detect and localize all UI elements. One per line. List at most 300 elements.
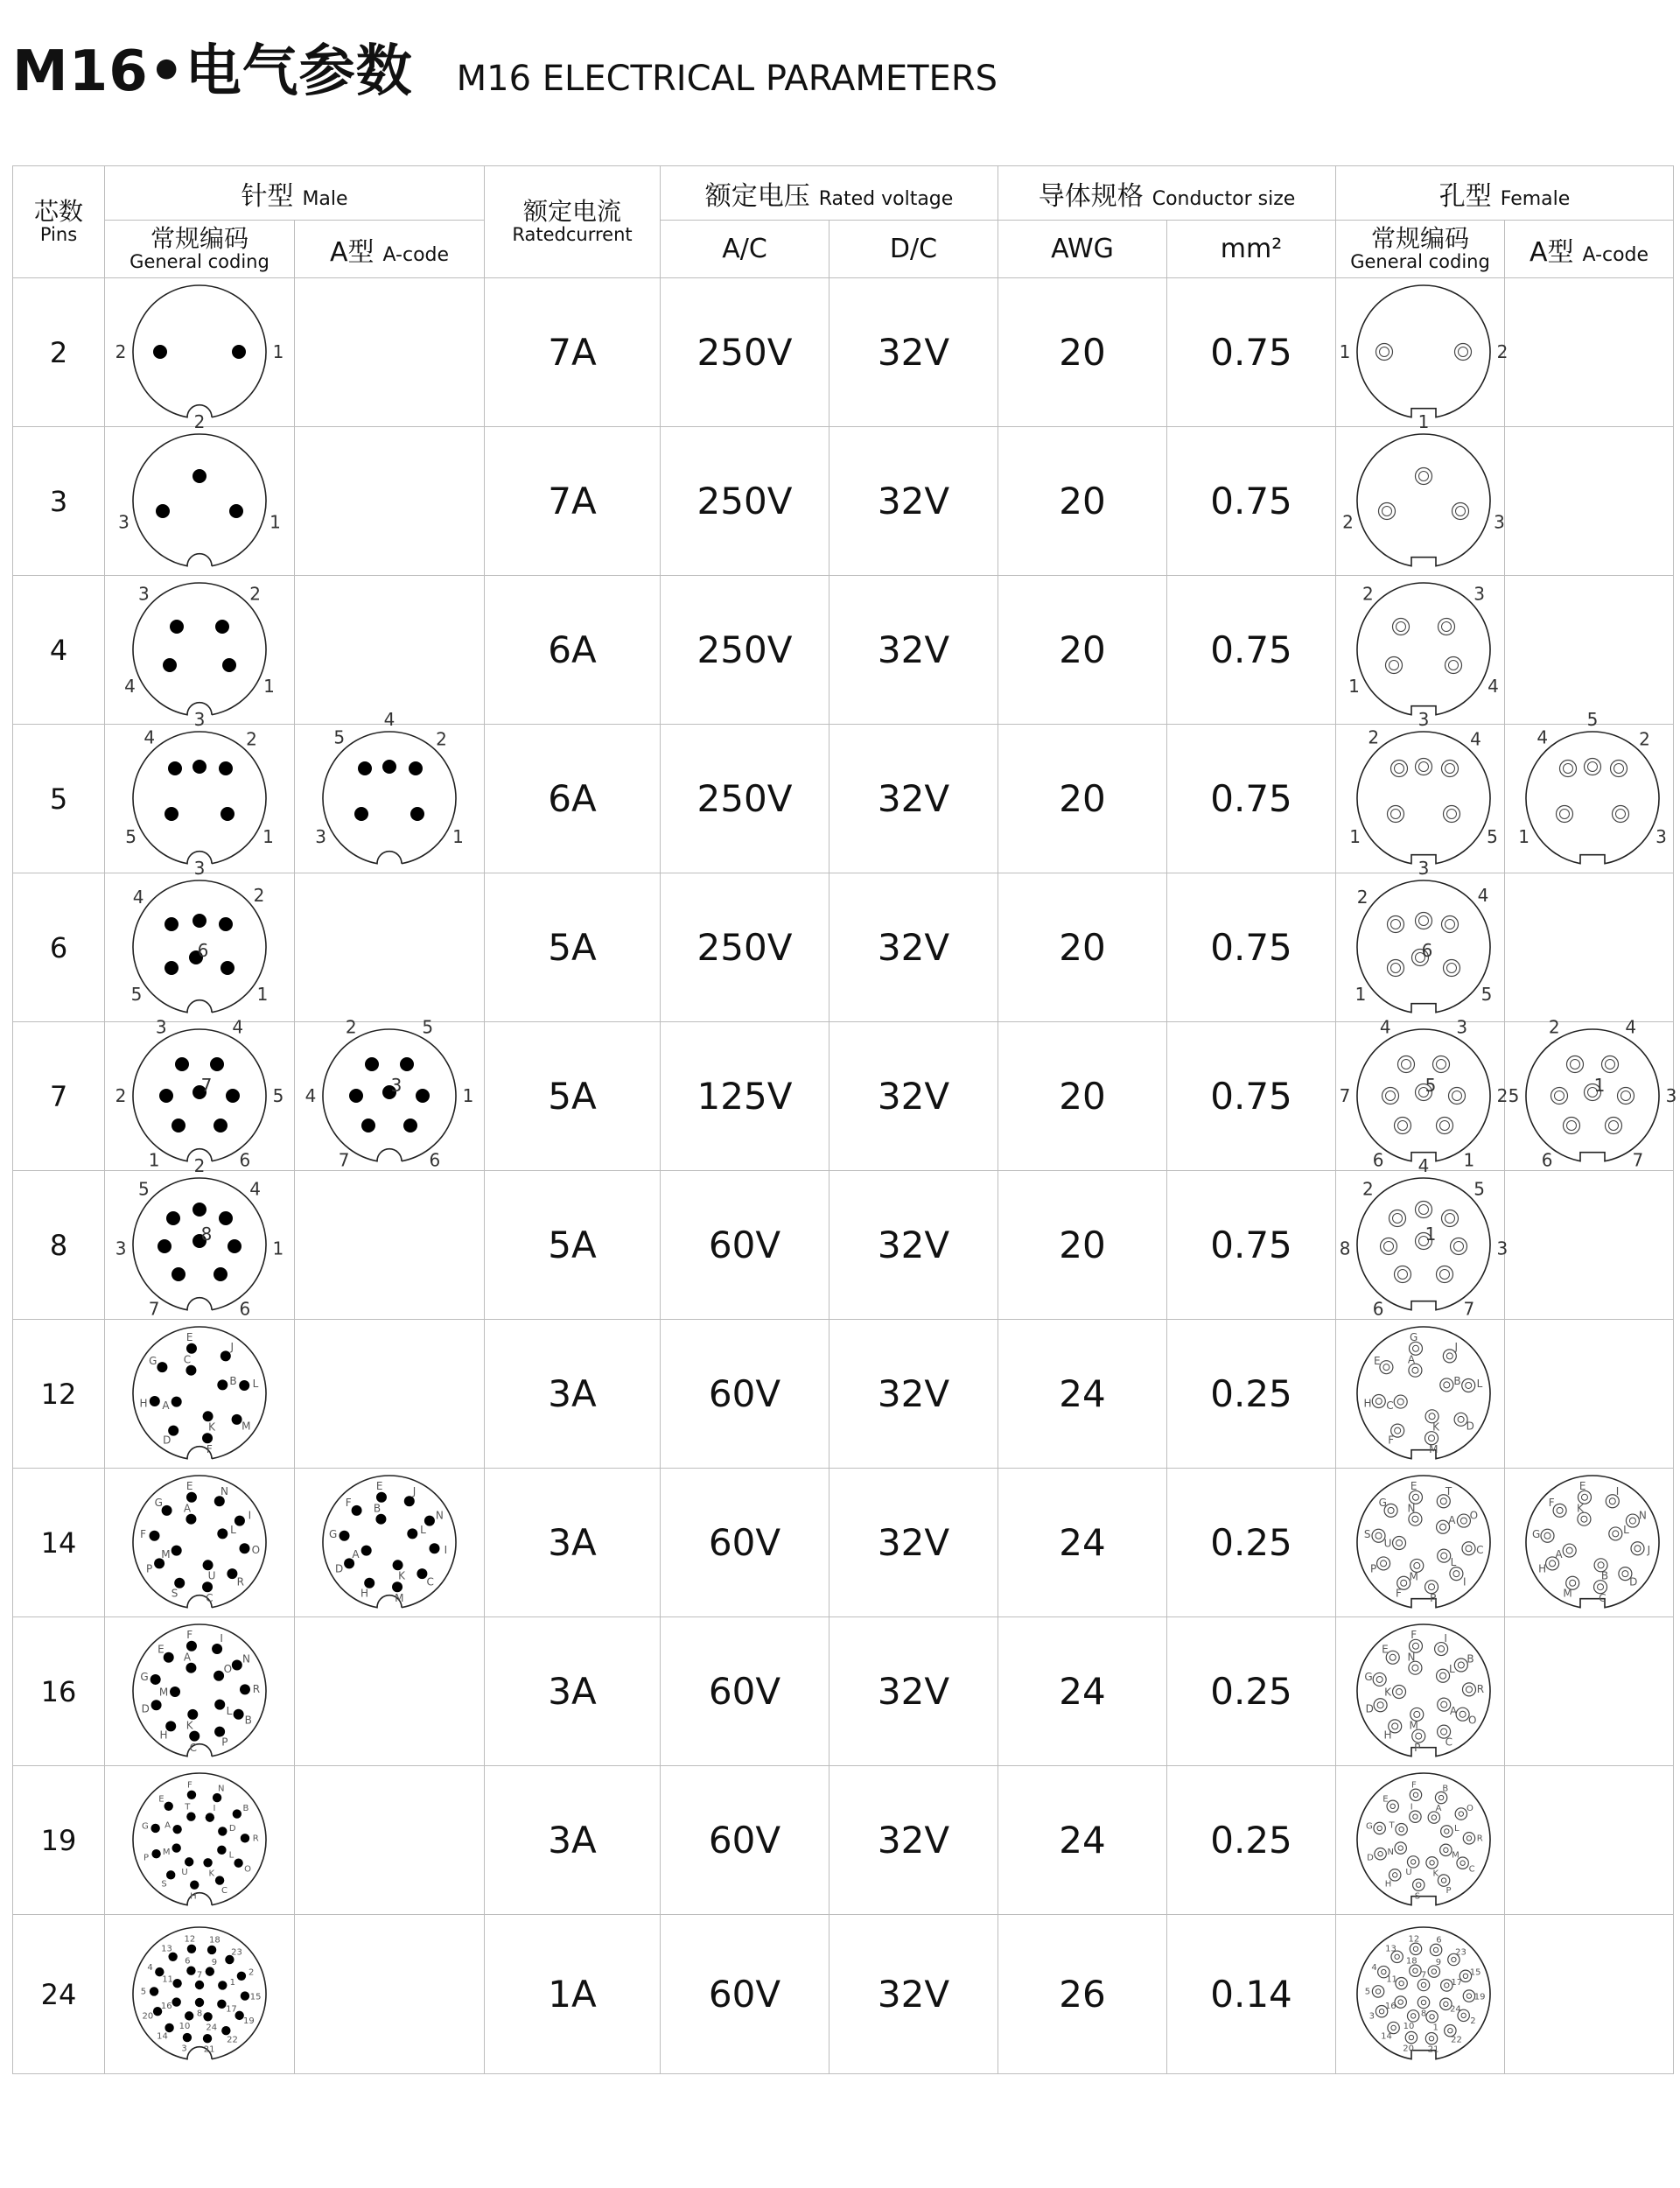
conductor-mm2: 0.75: [1167, 278, 1336, 427]
pin-label: D: [1466, 1420, 1474, 1433]
male-acode-connector-diagram: [302, 1470, 477, 1615]
pin-label: 4: [1477, 885, 1489, 907]
pin-contact: [1398, 1056, 1415, 1073]
pin-label: 4: [1625, 1016, 1637, 1038]
pin-label: T: [1445, 1484, 1452, 1497]
female-general-cell: [1336, 1016, 1508, 1171]
pin-label: T: [1389, 1820, 1395, 1831]
pin-label: K: [1577, 1502, 1584, 1515]
pin-contact: [164, 961, 178, 975]
female-general-cell: [1336, 1155, 1508, 1320]
pin-contact: [195, 1981, 204, 1989]
pin-label: 9: [211, 1958, 218, 1968]
conductor-awg: 20: [998, 725, 1167, 873]
pin-contact: [429, 1543, 439, 1553]
pin-contact: [164, 807, 178, 821]
connector-housing: [1357, 732, 1490, 864]
pin-contact: [1372, 1986, 1383, 1997]
pin-label: 6: [1436, 1935, 1442, 1946]
pin-contact: [1602, 1056, 1619, 1073]
pin-label: C: [1468, 1864, 1475, 1875]
male-acode-connector-diagram: [302, 1016, 477, 1171]
rated-current: 3A: [485, 1617, 661, 1766]
pin-label: 6: [239, 1149, 251, 1171]
female-acode-cell: [1505, 1617, 1674, 1766]
pin-label: H: [1383, 1729, 1392, 1742]
pin-label: 19: [1474, 1992, 1486, 2002]
pin-contact: [1373, 1673, 1386, 1686]
male-general-connector-diagram: [112, 1016, 287, 1171]
connector-housing: [1357, 1029, 1490, 1161]
pin-contact: [1395, 1996, 1406, 2008]
header-female-acode-cn: A型: [1529, 236, 1574, 268]
pin-contact: [214, 1496, 225, 1506]
pin-label: G: [1364, 1670, 1373, 1683]
pin-label: R: [1430, 1592, 1438, 1605]
pin-label: 3: [1368, 2011, 1376, 2022]
pin-label: G: [141, 1821, 149, 1832]
pin-label: H: [139, 1397, 148, 1410]
pin-contact: [172, 1397, 182, 1407]
pin-contact: [1375, 1848, 1386, 1860]
pin-contact: [241, 1834, 249, 1842]
pin-count: 24: [13, 1915, 105, 2074]
header-pins-en: Pins: [39, 224, 78, 246]
pin-label: 2: [1368, 726, 1380, 748]
male-acode-cell: [295, 278, 485, 427]
pin-contact: [221, 2026, 230, 2035]
pin-label: I: [248, 1509, 252, 1522]
pin-contact: [232, 1414, 242, 1425]
pin-label: A: [1448, 1513, 1456, 1526]
pin-count: 4: [13, 576, 105, 725]
pin-label: O: [1468, 1714, 1477, 1727]
pin-label: 2: [249, 583, 262, 605]
pin-contact: [164, 2023, 173, 2032]
conductor-mm2: 0.75: [1167, 725, 1336, 873]
rated-voltage-ac: 60V: [661, 1171, 830, 1320]
pin-count: 5: [13, 725, 105, 873]
pin-label: 2: [1356, 887, 1368, 908]
pin-label: 3: [1665, 1085, 1677, 1106]
pin-contact: [183, 2033, 192, 2042]
pin-contact: [150, 1396, 160, 1406]
female-general-cell: [1336, 576, 1505, 725]
pin-label: G: [1531, 1528, 1541, 1541]
pin-label: F: [206, 1443, 213, 1456]
pin-label: D: [1367, 1853, 1374, 1863]
pin-label: A: [164, 1820, 171, 1831]
pin-label: 1: [229, 1977, 235, 1988]
pin-label: 3: [155, 1016, 167, 1038]
pin-contact: [1541, 1529, 1554, 1542]
pin-label: 14: [157, 2031, 168, 2042]
pin-contact: [240, 1684, 250, 1694]
pin-label: L: [1448, 1662, 1455, 1675]
table-row: [13, 1915, 1674, 2074]
male-acode-cell: [295, 1617, 485, 1766]
pin-contact: [1388, 960, 1404, 977]
pin-label: B: [1600, 1569, 1609, 1582]
pin-label: 5: [1424, 1075, 1437, 1096]
rated-voltage-dc: 32V: [830, 1320, 998, 1469]
pin-contact: [375, 1514, 386, 1525]
pin-contact: [1410, 1965, 1421, 1976]
pin-contact: [410, 807, 424, 821]
pin-label: A: [183, 1651, 192, 1664]
pin-contact: [232, 1660, 242, 1671]
conductor-awg: 20: [998, 576, 1167, 725]
pin-label: L: [1623, 1524, 1629, 1537]
pin-contact: [186, 1514, 196, 1525]
pin-label: 3: [1418, 709, 1430, 730]
pin-contact: [186, 1641, 197, 1652]
pin-label: I: [1444, 1632, 1447, 1645]
header-current: [485, 166, 661, 278]
pin-label: J: [412, 1484, 416, 1497]
pin-count: 16: [13, 1617, 105, 1766]
pin-contact: [213, 1793, 221, 1802]
pin-label: 8: [196, 2009, 203, 2019]
pin-contact: [1440, 1844, 1452, 1855]
pin-label: D: [163, 1434, 172, 1447]
pin-contact: [382, 760, 396, 774]
header-awg: AWG: [998, 221, 1167, 278]
pin-contact: [1438, 1875, 1449, 1886]
pin-label: 15: [249, 1992, 262, 2002]
connector-housing: [133, 434, 266, 566]
pin-label: K: [208, 1869, 215, 1879]
conductor-mm2: 0.75: [1167, 427, 1336, 576]
pin-contact: [1387, 1800, 1398, 1812]
pin-label: 4: [1470, 728, 1481, 750]
male-acode-cell: [295, 1320, 485, 1469]
pin-contact: [219, 1211, 233, 1225]
male-acode-cell: [295, 1469, 485, 1617]
pin-contact: [1441, 1826, 1452, 1837]
male-general-cell: [105, 858, 295, 1022]
connector-housing: [1526, 732, 1659, 864]
header-female-cn: 孔型: [1438, 180, 1492, 212]
pin-contact: [186, 1492, 197, 1503]
pin-contact: [1430, 1944, 1441, 1955]
male-general-cell: [105, 278, 295, 427]
header-male-acode-en: A-code: [382, 243, 450, 266]
pin-label: 1: [1348, 676, 1360, 698]
pin-label: J: [1454, 1340, 1459, 1353]
pin-contact: [1405, 2031, 1417, 2043]
header-conductor-en: Conductor size: [1152, 187, 1296, 210]
header-female: [1336, 166, 1674, 221]
male-general-cell: [105, 411, 295, 576]
conductor-mm2: 0.75: [1167, 1022, 1336, 1171]
pin-contact: [202, 1581, 213, 1592]
pin-contact: [206, 1967, 214, 1975]
pin-label: 5: [137, 1178, 150, 1200]
conductor-mm2: 0.25: [1167, 1469, 1336, 1617]
pin-contact: [195, 1998, 204, 2007]
header-voltage: [661, 166, 998, 221]
pin-label: 3: [193, 858, 206, 879]
pin-label: L: [226, 1705, 233, 1718]
rated-current: 5A: [485, 1171, 661, 1320]
pin-label: 15: [1469, 1967, 1481, 1978]
pin-count: 14: [13, 1469, 105, 1617]
rated-voltage-dc: 32V: [830, 1915, 998, 2074]
pin-contact: [1437, 1669, 1450, 1682]
pin-label: N: [220, 1484, 228, 1497]
pin-label: M: [1429, 1443, 1438, 1456]
conductor-awg: 24: [998, 1766, 1167, 1915]
pin-label: 4: [132, 887, 144, 908]
rated-voltage-ac: 60V: [661, 1915, 830, 2074]
pin-label: 2: [1639, 728, 1650, 750]
pin-contact: [1462, 1683, 1475, 1696]
female-general-connector-diagram: [1336, 411, 1511, 573]
pin-label: 1: [262, 826, 274, 848]
pin-contact: [1440, 1378, 1453, 1392]
pin-label: 13: [161, 1944, 172, 1954]
male-general-connector-diagram: [112, 578, 287, 722]
female-acode-cell: [1505, 1766, 1674, 1915]
pin-label: 5: [422, 1016, 434, 1038]
pin-label: 1: [272, 341, 284, 362]
pin-contact: [229, 504, 243, 518]
pin-label: S: [161, 1879, 167, 1890]
table-row: [13, 427, 1674, 576]
pin-label: 1: [1339, 341, 1351, 362]
male-general-cell: [105, 1915, 295, 2074]
pin-label: 2: [1548, 1016, 1560, 1038]
pin-contact: [203, 2012, 212, 2021]
female-acode-cell: [1505, 709, 1674, 873]
pin-label: 3: [115, 1238, 127, 1259]
pin-contact: [354, 807, 368, 821]
header-female-general-en: General coding: [1350, 251, 1490, 273]
pin-label: D: [228, 1823, 236, 1834]
pin-contact: [403, 1119, 417, 1133]
pin-contact: [215, 1876, 224, 1884]
pin-label: E: [1382, 1794, 1389, 1805]
pin-label: 1: [1349, 826, 1361, 848]
pin-label: 3: [118, 511, 130, 533]
pin-label: L: [420, 1524, 426, 1537]
pin-label: M: [158, 1686, 169, 1699]
pin-label: G: [140, 1670, 149, 1683]
pin-contact: [407, 1528, 417, 1539]
male-general-connector-diagram: [112, 411, 287, 573]
pin-label: 7: [1463, 1298, 1475, 1320]
conductor-mm2: 0.75: [1167, 873, 1336, 1022]
pin-label: J: [230, 1340, 234, 1353]
male-general-cell: [105, 1617, 295, 1766]
pin-contact: [239, 1380, 249, 1391]
rated-current: 6A: [485, 576, 661, 725]
pin-contact: [192, 914, 206, 928]
pin-label: 23: [1455, 1947, 1466, 1958]
pin-contact: [207, 1946, 216, 1954]
pin-label: 3: [193, 709, 206, 730]
pin-label: D: [1365, 1702, 1374, 1715]
pin-label: C: [1599, 1592, 1606, 1605]
rated-voltage-ac: 60V: [661, 1320, 830, 1469]
pin-label: E: [1578, 1480, 1586, 1493]
pin-contact: [220, 1350, 231, 1361]
male-general-connector-diagram: [112, 1155, 287, 1320]
pin-label: 16: [1384, 2002, 1396, 2012]
pin-contact: [1557, 806, 1573, 823]
pin-label: 5: [1474, 1178, 1486, 1200]
pin-contact: [1606, 1118, 1622, 1134]
pin-label: M: [395, 1592, 404, 1605]
pin-label: H: [1363, 1397, 1372, 1410]
pin-label: C: [221, 1886, 228, 1897]
header-current-cn: 额定电流: [522, 196, 621, 226]
pin-label: 3: [1494, 511, 1505, 533]
rated-current: 3A: [485, 1766, 661, 1915]
pin-label: A: [183, 1502, 192, 1515]
female-general-cell: [1336, 1617, 1505, 1766]
pin-contact: [170, 1687, 180, 1697]
pin-label: 1: [1593, 1075, 1606, 1096]
pin-contact: [151, 1700, 162, 1710]
table-row: [13, 873, 1674, 1022]
conductor-awg: 20: [998, 1022, 1167, 1171]
pin-label: 1: [272, 1238, 284, 1259]
pin-contact: [1395, 1266, 1411, 1283]
female-general-cell: [1336, 1766, 1505, 1915]
pin-label: M: [1563, 1587, 1572, 1600]
pin-label: R: [1476, 1834, 1483, 1844]
pin-label: 24: [1450, 2004, 1461, 2015]
header-mm2: mm²: [1167, 221, 1336, 278]
male-general-cell: [105, 1320, 295, 1469]
pin-contact: [220, 807, 234, 821]
pin-label: 7: [196, 1970, 203, 1981]
rated-current: 5A: [485, 873, 661, 1022]
pin-contact: [1394, 1395, 1407, 1408]
pin-contact: [1456, 1708, 1469, 1721]
pin-contact: [157, 1362, 167, 1372]
pin-contact: [185, 1857, 193, 1866]
pin-label: 2: [248, 1967, 255, 1978]
pin-contact: [1416, 468, 1432, 485]
female-general-cell: [1336, 1320, 1505, 1469]
pin-contact: [1379, 503, 1396, 520]
pin-count: 8: [13, 1171, 105, 1320]
pin-label: N: [1407, 1502, 1416, 1515]
male-acode-cell: [295, 709, 485, 873]
pin-contact: [172, 1119, 186, 1133]
pin-label: P: [221, 1736, 228, 1749]
pin-label: 3: [1418, 858, 1430, 879]
pin-label: I: [1615, 1484, 1620, 1497]
header-current-en: Ratedcurrent: [512, 224, 633, 246]
pin-contact: [150, 1674, 161, 1685]
pin-contact: [186, 1812, 195, 1820]
pin-label: 6: [1372, 1298, 1384, 1320]
pin-label: 2: [115, 1085, 127, 1106]
rated-voltage-dc: 32V: [830, 278, 998, 427]
female-general-cell: [1336, 709, 1505, 873]
pin-label: 1: [263, 676, 275, 698]
rated-voltage-dc: 32V: [830, 1766, 998, 1915]
pin-contact: [1382, 1088, 1399, 1105]
pin-contact: [1438, 1549, 1451, 1562]
rated-voltage-ac: 125V: [661, 1022, 830, 1171]
pin-label: E: [1382, 1643, 1389, 1656]
pin-contact: [1393, 619, 1410, 635]
pin-contact: [1551, 1088, 1568, 1105]
pin-contact: [219, 917, 233, 931]
connector-housing: [1357, 1773, 1490, 1905]
pin-contact: [1396, 1823, 1407, 1834]
pin-label: E: [186, 1480, 193, 1493]
pin-contact: [1463, 1833, 1474, 1844]
table-row: [13, 1766, 1674, 1915]
rated-voltage-dc: 32V: [830, 873, 998, 1022]
male-acode-cell: [295, 427, 485, 576]
conductor-awg: 24: [998, 1617, 1167, 1766]
pin-label: D: [334, 1562, 344, 1575]
pin-label: L: [1454, 1823, 1460, 1834]
pin-contact: [214, 1671, 224, 1681]
pin-label: 21: [203, 2044, 215, 2055]
pin-label: 20: [142, 2011, 154, 2022]
pin-label: A: [1435, 1804, 1442, 1814]
pin-label: 5: [1586, 709, 1599, 730]
pin-label: M: [1409, 1719, 1418, 1732]
pin-contact: [1462, 1378, 1475, 1392]
pin-label: 10: [178, 2021, 191, 2031]
pin-contact: [352, 1505, 362, 1516]
female-acode-cell: [1505, 427, 1674, 576]
pin-label: 4: [1536, 726, 1549, 748]
male-acode-cell: [295, 1016, 485, 1171]
pin-contact: [1438, 1698, 1451, 1711]
pin-contact: [1444, 960, 1460, 977]
pin-label: 2: [1362, 583, 1374, 605]
pin-label: E: [1410, 1480, 1418, 1493]
connector-housing: [133, 285, 266, 417]
male-general-cell: [105, 1155, 295, 1320]
female-acode-cell: [1505, 278, 1674, 427]
pin-label: E: [186, 1331, 193, 1344]
pin-label: R: [1476, 1683, 1485, 1696]
pin-label: 3: [137, 583, 150, 605]
pin-contact: [1553, 1504, 1566, 1517]
connector-housing: [133, 1476, 266, 1608]
pin-label: L: [1476, 1377, 1483, 1390]
pin-label: H: [360, 1587, 369, 1600]
male-general-connector-diagram: [112, 709, 287, 871]
pin-label: 7: [200, 1075, 213, 1096]
pin-contact: [1435, 1792, 1446, 1803]
header-male-general: [105, 221, 295, 278]
pin-label: F: [1396, 1587, 1402, 1600]
pin-label: H: [190, 1891, 197, 1902]
rated-voltage-ac: 250V: [661, 576, 830, 725]
pin-contact: [162, 1505, 172, 1516]
pin-contact: [172, 1825, 181, 1834]
pin-label: 8: [1420, 2009, 1427, 2019]
pin-contact: [1393, 1536, 1406, 1549]
pin-label: F: [186, 1629, 193, 1642]
pin-contact: [1407, 1856, 1418, 1868]
pin-contact: [168, 761, 182, 775]
pin-label: 2: [345, 1016, 357, 1038]
pin-contact: [185, 2011, 193, 2020]
